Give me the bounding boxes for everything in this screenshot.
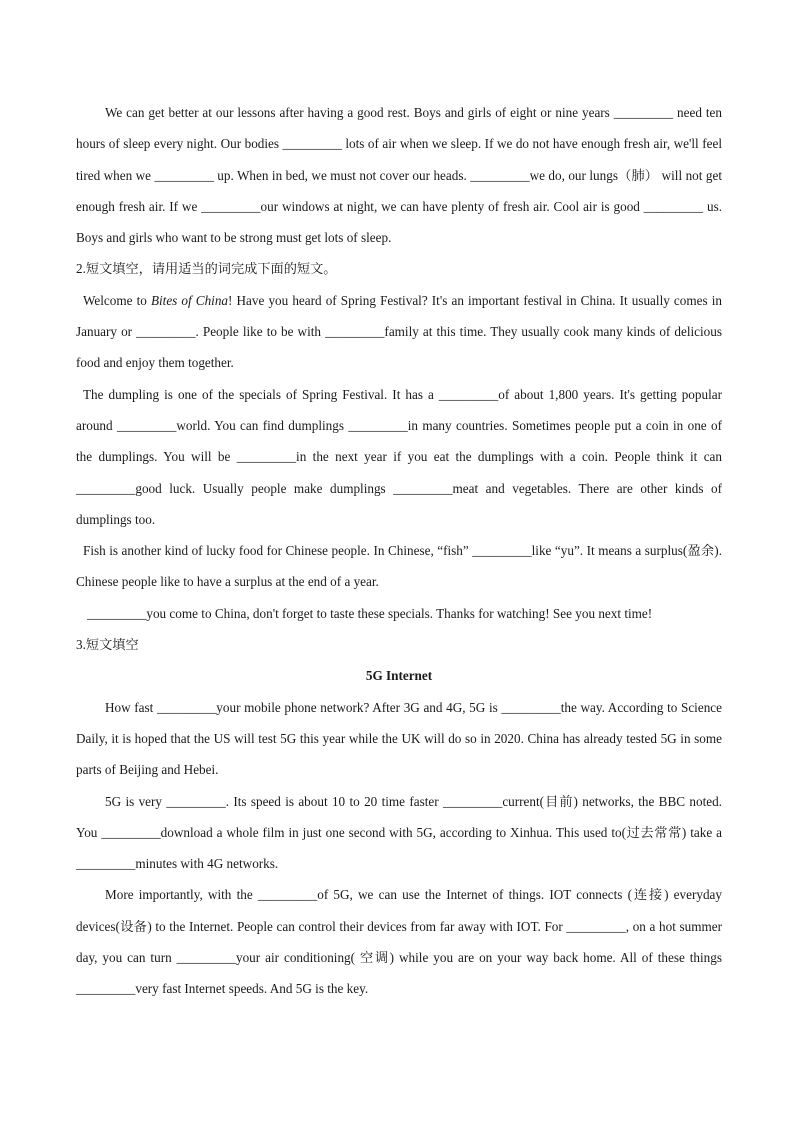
- document-page: [76, 97, 722, 1005]
- 5g-paragraph-2: 5G is very _________. Its speed is about 10 to 20 time faster _________current(目前) networks, the BBC noted. You _________download a whole film in just one second with 5G, according to Xinhua. This used to(过去常常) take a _________minutes with 4G networks.: [76, 793, 722, 872]
- spring-festival-paragraph-1: Welcome to Bites of China! Have you heard of Spring Festival? It's an important festival in China. It usually comes in January or _________. People like to be with _________family at this time. They usually cook many kinds of delicious food and enjoy them together.: [76, 292, 722, 371]
- passage-title: 5G Internet: [365, 668, 433, 684]
- section-3-heading: 3.短文填空: [76, 637, 139, 653]
- section-2-heading: 2.短文填空，请用适当的词完成下面的短文。: [76, 261, 337, 277]
- 5g-paragraph-1: How fast _________your mobile phone network? After 3G and 4G, 5G is _________the way. According to Science Daily, it is hoped that the US will test 5G this year while the UK will do so in 2020. China has already tested 5G in some parts of Beijing and Hebei.: [76, 699, 722, 778]
- spring-festival-paragraph-2: The dumpling is one of the specials of Spring Festival. It has a _________of about 1,800 years. It's getting popular around _________world. You can find dumplings _________in many countries. Sometimes people put a coin in one of the dumplings. You will be _________in the next year if you eat the dumplings with a coin. People think it can _________good luck. Usually people make dumplings _________meat and vegetables. There are other kinds of dumplings too.: [76, 386, 722, 527]
- program-name: Bites of China: [150, 292, 229, 308]
- 5g-paragraph-3: More importantly, with the _________of 5G, we can use the Internet of things. IOT connects (连接) everyday devices(设备) to the Internet. People can control their devices from far away with IOT. For _________, on a hot summer day, you can turn _________your air conditioning( 空调) while you are on your way back home. All of these things _________very fast Internet speeds. And 5G is the key.: [76, 887, 722, 997]
- sleep-passage: We can get better at our lessons after having a good rest. Boys and girls of eight or nine years _________ need ten hours of sleep every night. Our bodies _________ lots of air when we sleep. If we do not have enough fresh air, we'll feel tired when we _________ up. When in bed, we must not cover our heads. _________we do, our lungs（肺） will not get enough fresh air. If we _________our windows at night, we can have plenty of fresh air. Cool air is good _________ us. Boys and girls who want to be strong must get lots of sleep.: [76, 105, 722, 246]
- spring-festival-paragraph-3: Fish is another kind of lucky food for Chinese people. In Chinese, “fish” _________like “yu”. It means a surplus(盈余). Chinese people like to have a surplus at the end of a year.: [76, 543, 722, 590]
- spring-festival-paragraph-4: _________you come to China, don't forget to taste these specials. Thanks for watching! See you next time!: [87, 605, 653, 621]
